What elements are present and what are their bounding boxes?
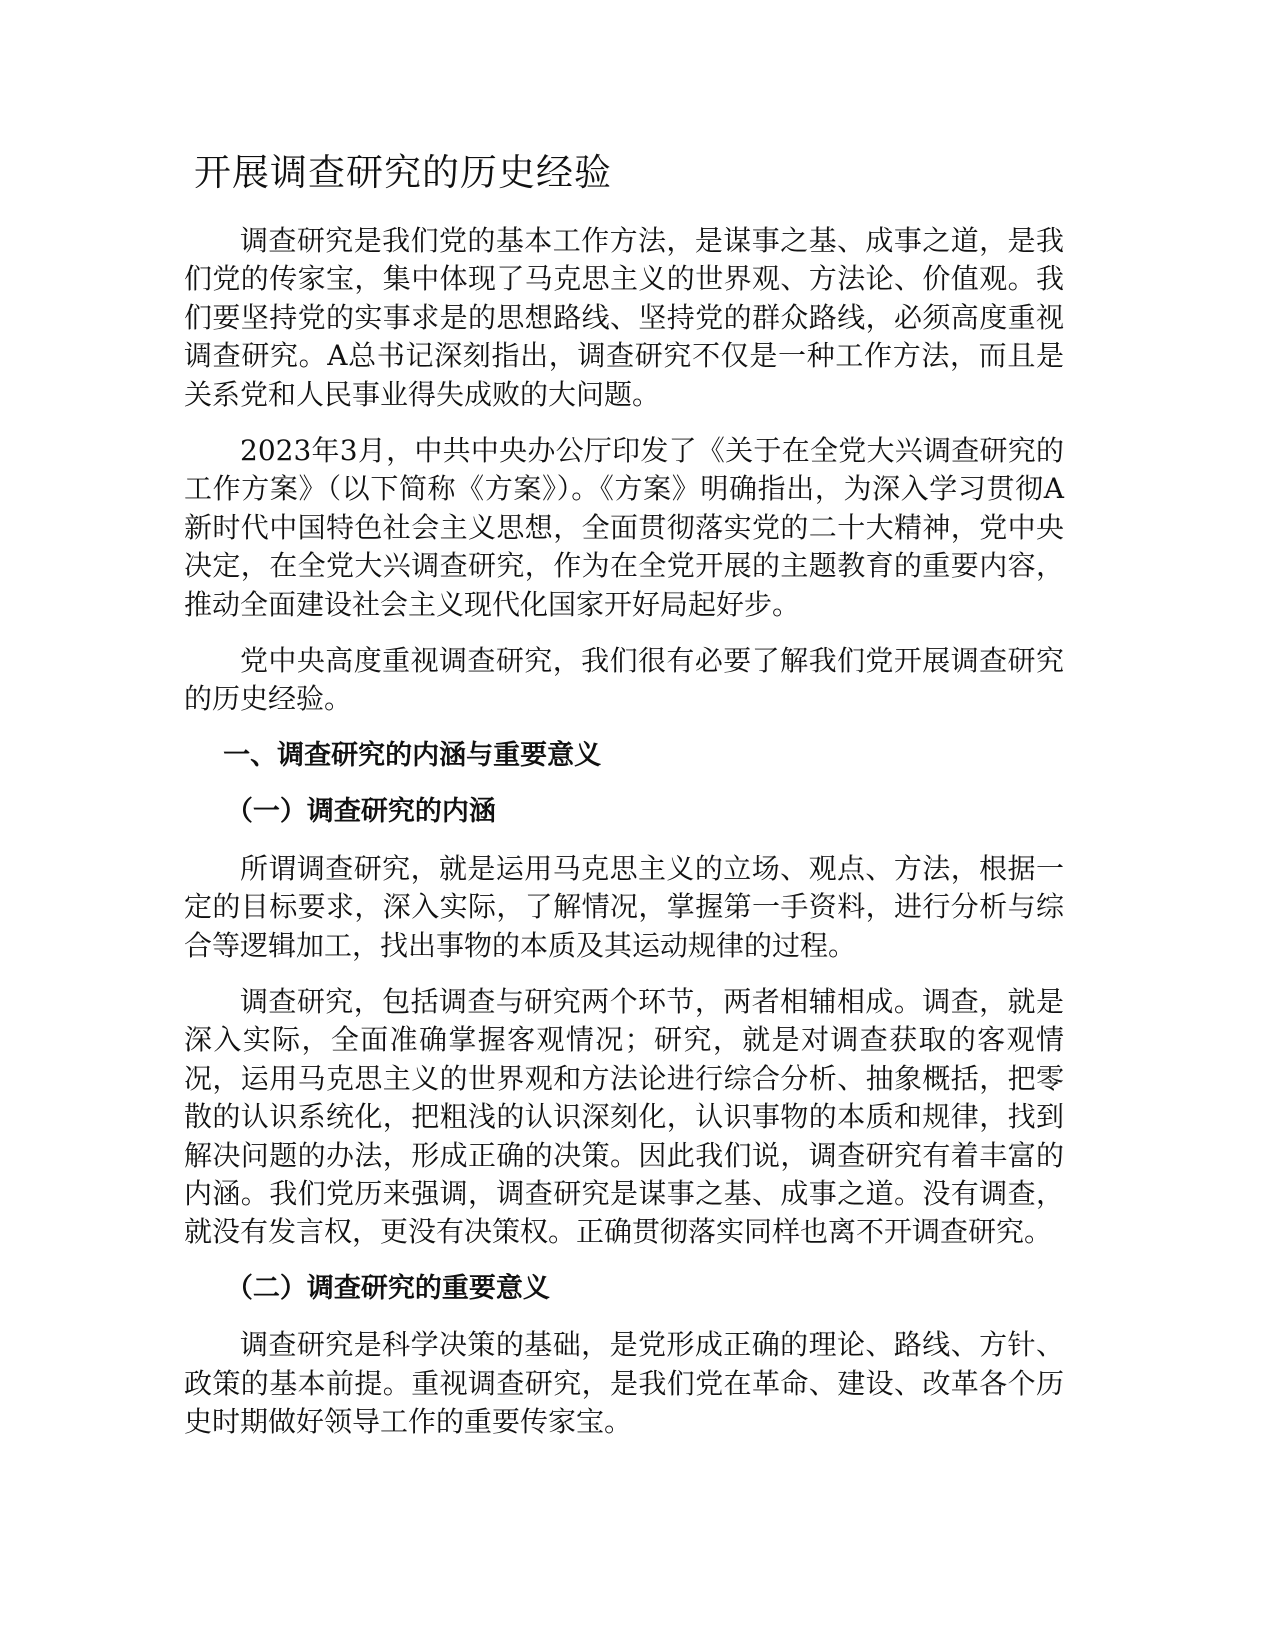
subsection-heading-1: （一）调查研究的内涵 (225, 796, 496, 828)
document-title: 开展调查研究的历史经验 (194, 151, 612, 194)
document-body (184, 222, 1064, 1459)
paragraph-components: 调查研究，包括调查与研究两个环节，两者相辅相成。调查，就是深入实际，全面准确掌握客观情况；研究，就是对调查获取的客观情况，运用马克思主义的世界观和方法论进行综合分析、抽象概括，把零散的认识系统化，把粗浅的认识深刻化，认识事物的本质和规律，找到解决问题的办法，形成正确的决策。因此我们说，调查研究有着丰富的内涵。我们党历来强调，调查研究是谋事之基、成事之道。没有调查，就没有发言权，更没有决策权。正确贯彻落实同样也离不开调查研究。 (184, 984, 1064, 1249)
paragraph-significance: 调查研究是科学决策的基础，是党形成正确的理论、路线、方针、政策的基本前提。重视调查研究，是我们党在革命、建设、改革各个历史时期做好领导工作的重要传家宝。 (184, 1328, 1064, 1438)
paragraph-intro: 调查研究是我们党的基本工作方法，是谋事之基、成事之道，是我们党的传家宝，集中体现了马克思主义的世界观、方法论、价值观。我们要坚持党的实事求是的思想路线、坚持党的群众路线，必须高度重视调查研究。A总书记深刻指出，调查研究不仅是一种工作方法，而且是关系党和人民事业得失成败的大问题。 (184, 224, 1064, 411)
paragraph-plan: 2023年3月，中共中央办公厅印发了《关于在全党大兴调查研究的工作方案》（以下简称《方案》）。《方案》明确指出，为深入学习贯彻A新时代中国特色社会主义思想，全面贯彻落实党的二十大精神，党中央决定，在全党大兴调查研究，作为在全党开展的主题教育的重要内容，推动全面建设社会主义现代化国家开好局起好步。 (184, 434, 1064, 621)
section-heading-1: 一、调查研究的内涵与重要意义 (223, 739, 602, 771)
paragraph-purpose: 党中央高度重视调查研究，我们很有必要了解我们党开展调查研究的历史经验。 (184, 644, 1064, 716)
paragraph-definition: 所谓调查研究，就是运用马克思主义的立场、观点、方法，根据一定的目标要求，深入实际，了解情况，掌握第一手资料，进行分析与综合等逻辑加工，找出事物的本质及其运动规律的过程。 (184, 851, 1064, 962)
subsection-heading-2: （二）调查研究的重要意义 (225, 1272, 550, 1304)
